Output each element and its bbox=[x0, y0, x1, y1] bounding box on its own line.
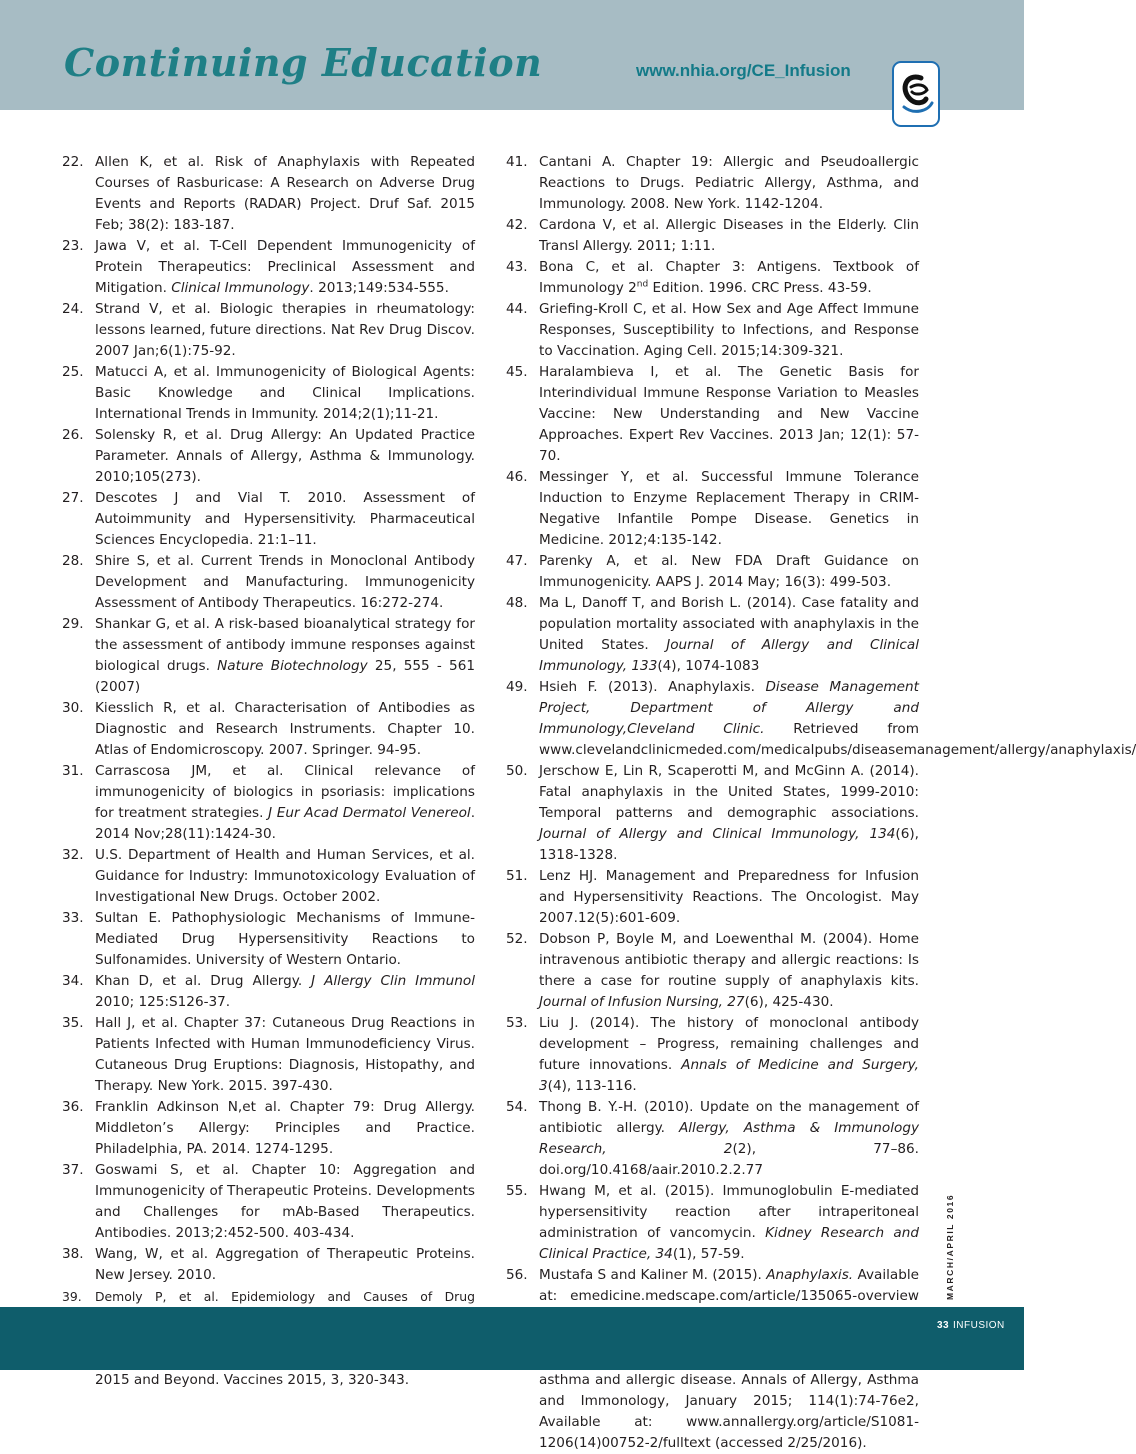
reference-item bbox=[62, 908, 475, 971]
reference-item bbox=[62, 1160, 475, 1244]
reference-text: Solensky R, et al. Drug Allergy: An Updated Practice Parameter. Annals of Allergy, Asthma & Immunology. 2010;105(273). bbox=[95, 427, 475, 485]
reference-item bbox=[62, 1013, 475, 1097]
reference-item bbox=[506, 677, 1136, 761]
reference-number: 36. bbox=[62, 1099, 84, 1115]
reference-number: 29. bbox=[62, 616, 84, 632]
reference-italic-text: Clinical Immunology bbox=[171, 280, 310, 296]
reference-text: Lenz HJ. Management and Preparedness for Infusion and Hypersensitivity Reactions. The Oncologist. May 2007.12(5):601-609. bbox=[539, 868, 919, 926]
reference-italic-text: Anaphylaxis. bbox=[766, 1267, 854, 1283]
reference-list-left bbox=[62, 152, 475, 1391]
reference-text: Griefing-Kroll C, et al. How Sex and Age Affect Immune Responses, Susceptibility to Infections, and Response to Vaccination. Aging Cell. 2015;14:309-321. bbox=[539, 301, 919, 359]
reference-text: Bona C, et al. Chapter 3: Antigens. Textbook of Immunology 2 bbox=[539, 259, 919, 296]
reference-number: 24. bbox=[62, 301, 84, 317]
reference-item bbox=[62, 488, 475, 551]
reference-number: 34. bbox=[62, 973, 84, 989]
reference-item bbox=[62, 1097, 475, 1160]
reference-item bbox=[506, 929, 919, 1013]
reference-number: 45. bbox=[506, 364, 528, 380]
reference-text: (6), 425-430. bbox=[744, 994, 834, 1010]
reference-item bbox=[506, 1181, 919, 1265]
reference-italic-text: Disease Management Project, Department of Allergy and Immunology,Cleveland Clinic. bbox=[539, 679, 919, 737]
reference-text: . 2013;149:534-555. bbox=[309, 280, 449, 296]
reference-italic-text: Nature Biotechnology bbox=[217, 658, 368, 674]
ce-logo bbox=[892, 61, 940, 127]
reference-number: 56. bbox=[506, 1267, 528, 1283]
reference-number: 35. bbox=[62, 1015, 84, 1031]
reference-text: 2010; 125:S126-37. bbox=[95, 994, 231, 1010]
reference-text: Goswami S, et al. Chapter 10: Aggregation and Immunogenicity of Therapeutic Proteins. Developments and Challenges for mAb-Based Therapeutics. Antibodies. 2013;2:452-500. 403-434. bbox=[95, 1162, 475, 1241]
reference-item bbox=[62, 551, 475, 614]
reference-item bbox=[506, 152, 919, 215]
reference-number: 55. bbox=[506, 1183, 528, 1199]
reference-text: (6), 1318-1328. bbox=[539, 826, 919, 863]
reference-text: Edition. 1996. CRC Press. 43-59. bbox=[648, 280, 872, 296]
reference-italic-text: J Allergy Clin Immunol bbox=[311, 973, 475, 989]
reference-text: Khan D, et al. Drug Allergy. bbox=[95, 973, 312, 989]
reference-item bbox=[506, 362, 919, 467]
reference-number: 53. bbox=[506, 1015, 528, 1031]
issue-date-label: MARCH/APRIL 2016 bbox=[945, 1193, 955, 1300]
ce-website-link[interactable]: www.nhia.org/CE_Infusion bbox=[636, 61, 851, 80]
reference-number: 48. bbox=[506, 595, 528, 611]
reference-text: Hwang M, et al. (2015). Immunoglobulin E-mediated hypersensitivity reaction after intraperitoneal administration of vancomycin. bbox=[539, 1183, 919, 1241]
reference-text: Liu J. (2014). The history of monoclonal antibody development – Progress, remaining challenges and future innovations. bbox=[539, 1015, 919, 1073]
reference-text: Hsieh F. (2013). Anaphylaxis. bbox=[539, 679, 766, 695]
reference-number: 30. bbox=[62, 700, 84, 716]
reference-text: . 2014 Nov;28(11):1424-30. bbox=[95, 805, 476, 842]
reference-number: 42. bbox=[506, 217, 528, 233]
reference-number: 28. bbox=[62, 553, 84, 569]
reference-item bbox=[506, 257, 919, 299]
reference-number: 54. bbox=[506, 1099, 528, 1115]
reference-text: Strand V, et al. Biologic therapies in rheumatology: lessons learned, future directions. Nat Rev Drug Discov. 2007 Jan;6(1):75-92. bbox=[95, 301, 475, 359]
section-title: Continuing Education bbox=[64, 40, 543, 85]
reference-text: (1), 57-59. bbox=[672, 1246, 745, 1262]
reference-text: Mustafa S and Kaliner M. (2015). bbox=[539, 1267, 767, 1283]
reference-text: Jawa V, et al. T-Cell Dependent Immunogenicity of Protein Therapeutics: Preclinical Assessment and Mitigation. bbox=[95, 238, 475, 296]
reference-text: Matucci A, et al. Immunogenicity of Biological Agents: Basic Knowledge and Clinical Implications. International Trends in Immunity. 2014;2(1);11-21. bbox=[95, 364, 475, 422]
reference-text: Cantani A. Chapter 19: Allergic and Pseudoallergic Reactions to Drugs. Pediatric Allergy, Asthma, and Immunology. 2008. New York. 1142-1204. bbox=[539, 154, 919, 212]
reference-number: 46. bbox=[506, 469, 528, 485]
reference-text: asthma and allergic disease. Annals of Allergy, Asthma and Immonology, January 2015; 114(1):74-76e2, Available at: www.annallergy.org/article/S1081-1206(14)00752-2/fulltext (accessed 2/25/2016). bbox=[539, 1372, 919, 1451]
reference-text: U.S. Department of Health and Human Services, et al. Guidance for Industry: Immunotoxicology Evaluation of Investigational New Drugs. October 2002. bbox=[95, 847, 475, 905]
reference-text: Dobson P, Boyle M, and Loewenthal M. (2004). Home intravenous antibiotic therapy and allergic reactions: Is there a case for routine supply of anaphylaxis kits. bbox=[539, 931, 919, 989]
reference-item bbox=[62, 614, 475, 698]
reference-text: Ma L, Danoff T, and Borish L. (2014). Case fatality and population mortality associated with anaphylaxis in the United States. bbox=[539, 595, 919, 653]
reference-italic-text: Annals of Medicine and Surgery, 3 bbox=[539, 1057, 919, 1094]
reference-italic-text: Kidney Research and Clinical Practice, 34 bbox=[539, 1225, 920, 1262]
reference-text: Kiesslich R, et al. Characterisation of Antibodies as Diagnostic and Research Instruments. Chapter 10. Atlas of Endomicroscopy. 2007. Springer. 94-95. bbox=[95, 700, 475, 758]
reference-text: Hall J, et al. Chapter 37: Cutaneous Drug Reactions in Patients Infected with Human Immunodeficiency Virus. Cutaneous Drug Eruptions: Diagnosis, Histopathy, and Therapy. New York. 2015. 397-430. bbox=[95, 1015, 475, 1094]
reference-item bbox=[506, 761, 919, 866]
reference-text: Messinger Y, et al. Successful Immune Tolerance Induction to Enzyme Replacement Therapy in CRIM-Negative Infantile Pompe Disease. Genetics in Medicine. 2012;4:135-142. bbox=[539, 469, 919, 548]
reference-number: 27. bbox=[62, 490, 84, 506]
reference-item bbox=[62, 299, 475, 362]
reference-italic-text: J Eur Acad Dermatol Venereol bbox=[268, 805, 471, 821]
reference-number: 37. bbox=[62, 1162, 84, 1178]
reference-item bbox=[62, 425, 475, 488]
reference-text: Retrieved from www.clevelandclinicmeded.com/medicalpubs/diseasemanagement/allergy/anaphylaxis/ bbox=[539, 721, 1136, 758]
reference-item bbox=[506, 1013, 919, 1097]
reference-number: 38. bbox=[62, 1246, 84, 1262]
reference-item bbox=[506, 1097, 919, 1181]
footer-bar bbox=[0, 1307, 1024, 1370]
reference-number: 49. bbox=[506, 679, 528, 695]
reference-item bbox=[506, 866, 919, 929]
reference-number: 33. bbox=[62, 910, 84, 926]
reference-number: 31. bbox=[62, 763, 84, 779]
reference-text: Wang, W, et al. Aggregation of Therapeutic Proteins. New Jersey. 2010. bbox=[95, 1246, 475, 1283]
reference-item bbox=[506, 299, 919, 362]
reference-item bbox=[62, 761, 475, 845]
reference-text: Available at: emedicine.medscape.com/article/135065-overview bbox=[539, 1267, 919, 1304]
reference-item bbox=[506, 593, 919, 677]
reference-item bbox=[506, 551, 919, 593]
header-banner bbox=[0, 0, 1024, 110]
reference-number: 43. bbox=[506, 259, 528, 275]
reference-text: Jerschow E, Lin R, Scaperotti M, and McGinn A. (2014). Fatal anaphylaxis in the United States, 1999-2010: Temporal patterns and demographic associations. bbox=[539, 763, 919, 821]
reference-text: 2015 and Beyond. Vaccines 2015, 3, 320-343. bbox=[95, 1372, 410, 1388]
reference-italic-text: Journal of Allergy and Clinical Immunology, 134 bbox=[539, 826, 896, 842]
reference-number: 51. bbox=[506, 868, 528, 884]
reference-text: Franklin Adkinson N,et al. Chapter 79: Drug Allergy. Middleton’s Allergy: Principles and Practice. Philadelphia, PA. 2014. 1274-1295. bbox=[95, 1099, 475, 1157]
reference-italic-text: Journal of Infusion Nursing, 27 bbox=[539, 994, 745, 1010]
reference-number: 41. bbox=[506, 154, 528, 170]
reference-item bbox=[506, 467, 919, 551]
reference-text: Demoly P, et al. Epidemiology and Causes of Drug bbox=[95, 1289, 475, 1304]
reference-text: Cardona V, et al. Allergic Diseases in the Elderly. Clin Transl Allergy. 2011; 1:11. bbox=[539, 217, 919, 254]
reference-number: 32. bbox=[62, 847, 84, 863]
reference-text: Shire S, et al. Current Trends in Monoclonal Antibody Development and Manufacturing. Immunogenicity Assessment of Antibody Therapeutics. 16:272-274. bbox=[95, 553, 475, 611]
page-number: 33 bbox=[937, 1320, 950, 1331]
reference-text: Thong B. Y.-H. (2010). Update on the management of antibiotic allergy. bbox=[539, 1099, 919, 1136]
reference-text: Parenky A, et al. New FDA Draft Guidance on Immunogenicity. AAPS J. 2014 May; 16(3): 499-503. bbox=[539, 553, 919, 590]
reference-item bbox=[506, 215, 919, 257]
reference-text: Sultan E. Pathophysiologic Mechanisms of Immune-Mediated Drug Hypersensitivity Reactions to Sulfonamides. University of Western Ontario. bbox=[95, 910, 475, 968]
reference-text: Haralambieva I, et al. The Genetic Basis for Interindividual Immune Response Variation to Measles Vaccine: New Understanding and New Vaccine Approaches. Expert Rev Vaccines. 2013 Jan; 12(1): 57-70. bbox=[539, 364, 919, 464]
reference-text: Shankar G, et al. A risk-based bioanalytical strategy for the assessment of antibody immune responses against biological drugs. bbox=[95, 616, 475, 674]
reference-number: 52. bbox=[506, 931, 528, 947]
reference-item bbox=[62, 971, 475, 1013]
reference-number: 26. bbox=[62, 427, 84, 443]
reference-item bbox=[62, 362, 475, 425]
reference-italic-text: Journal of Allergy and Clinical Immunology, 133 bbox=[539, 637, 919, 674]
reference-text: (2), 77–86. doi.org/10.4168/aair.2010.2.2.77 bbox=[539, 1141, 919, 1178]
reference-number: 47. bbox=[506, 553, 528, 569]
reference-item bbox=[62, 698, 475, 761]
reference-text: nd bbox=[636, 279, 649, 290]
reference-item bbox=[62, 1244, 475, 1286]
reference-number: 22. bbox=[62, 154, 84, 170]
reference-text: Descotes J and Vial T. 2010. Assessment of Autoimmunity and Hypersensitivity. Pharmaceutical Sciences Encyclopedia. 21:1–11. bbox=[95, 490, 475, 548]
reference-item bbox=[62, 236, 475, 299]
reference-item bbox=[62, 152, 475, 236]
reference-text: (4), 1074-1083 bbox=[657, 658, 760, 674]
reference-text: Allen K, et al. Risk of Anaphylaxis with Repeated Courses of Rasburicase: A Research on Adverse Drug Events and Reports (RADAR) Project. Druf Saf. 2015 Feb; 38(2): 183-187. bbox=[95, 154, 475, 233]
reference-number: 44. bbox=[506, 301, 528, 317]
reference-number: 23. bbox=[62, 238, 84, 254]
reference-italic-text: Allergy, Asthma & Immunology Research, 2 bbox=[539, 1120, 919, 1157]
reference-number: 50. bbox=[506, 763, 528, 779]
journal-name: INFUSION bbox=[953, 1320, 1005, 1331]
ce-logo-icon bbox=[894, 63, 938, 125]
reference-text: 25, 555 - 561 (2007) bbox=[95, 658, 476, 695]
reference-text: (4), 113-116. bbox=[547, 1078, 637, 1094]
reference-number: 39. bbox=[62, 1289, 82, 1304]
reference-item bbox=[62, 845, 475, 908]
reference-number: 25. bbox=[62, 364, 84, 380]
reference-text: Carrascosa JM, et al. Clinical relevance of immunogenicity of biologics in psoriasis: implications for treatment strategies. bbox=[95, 763, 475, 821]
